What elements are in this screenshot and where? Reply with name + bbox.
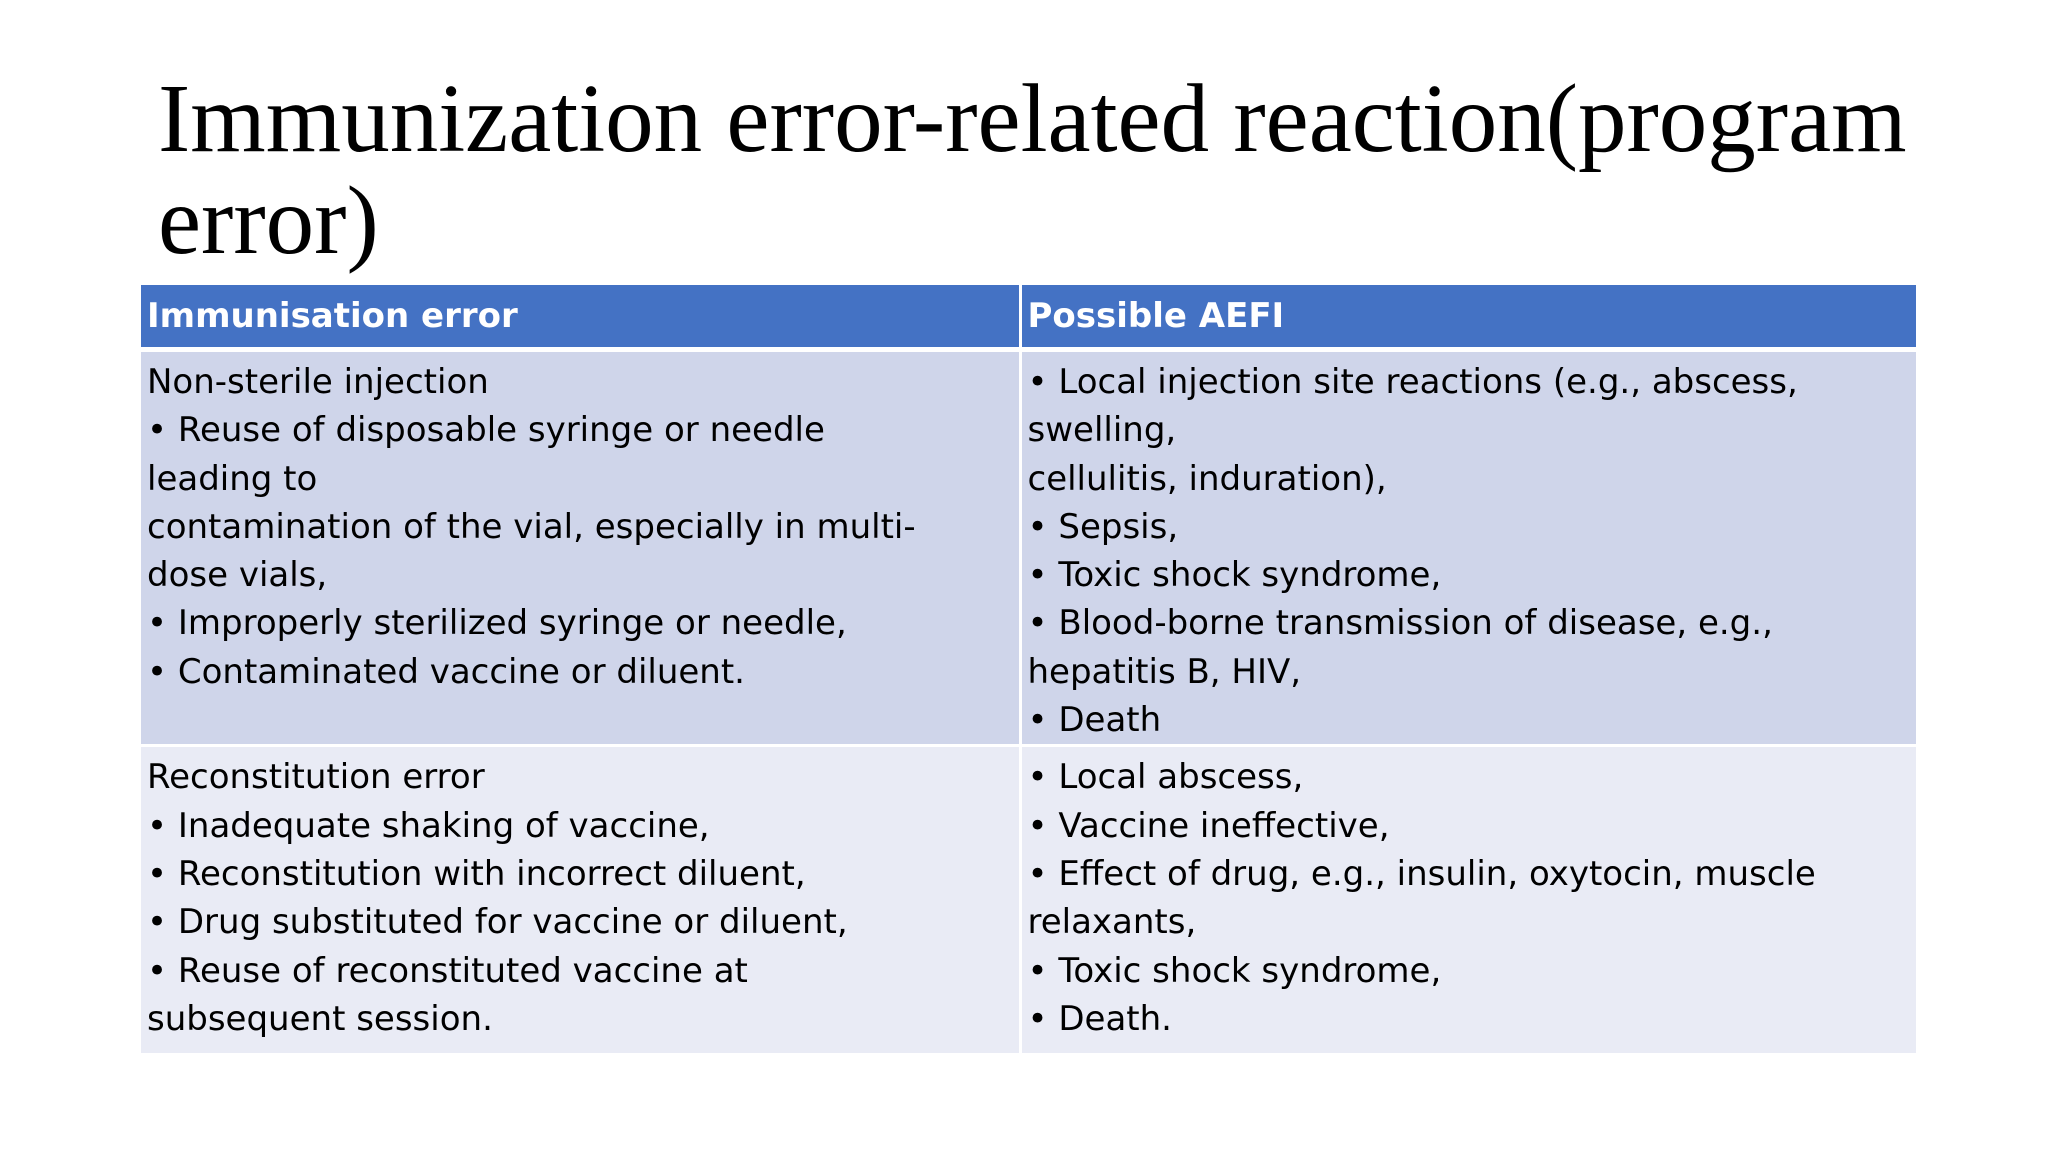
cell-line: • Reuse of disposable syringe or needle (147, 410, 825, 451)
slide-title-line-2: error) (158, 167, 379, 274)
cell-line: dose vials, (147, 555, 328, 596)
cell-line: Non-sterile injection (147, 362, 489, 402)
table-row (141, 350, 1916, 746)
cell-non-sterile-injection (141, 350, 1020, 746)
cell-line: contamination of the vial, especially in multi- (147, 506, 916, 547)
cell-line: cellulitis, induration), (1027, 458, 1387, 499)
slide-title (158, 65, 1958, 274)
cell-line: • Improperly sterilized syringe or needle, (147, 603, 847, 644)
cell-line: hepatitis B, HIV, (1027, 651, 1302, 692)
cell-line: • Blood-borne transmission of disease, e.g., (1027, 603, 1773, 644)
cell-line: • Death. (1027, 998, 1172, 1039)
cell-line: swelling, (1027, 410, 1177, 451)
cell-line: • Drug substituted for vaccine or diluent, (147, 902, 848, 943)
cell-reconstitution-error (141, 746, 1020, 1055)
table-row (141, 746, 1916, 1055)
cell-line: • Toxic shock syndrome, (1027, 950, 1442, 991)
slide-title-line-1: Immunization error-related reaction(program (158, 65, 1907, 172)
cell-line: • Effect of drug, e.g., insulin, oxytocin, muscle (1027, 853, 1816, 894)
cell-line: leading to (147, 458, 318, 499)
cell-line: subsequent session. (147, 998, 493, 1039)
cell-line: • Sepsis, (1027, 506, 1179, 547)
cell-line: relaxants, (1027, 902, 1197, 943)
cell-line: • Contaminated vaccine or diluent. (147, 651, 745, 692)
cell-line: • Vaccine ineffective, (1027, 805, 1390, 846)
cell-line: • Reuse of reconstituted vaccine at (147, 950, 748, 991)
cell-line: • Inadequate shaking of vaccine, (147, 805, 710, 846)
table-header-row (141, 285, 1916, 350)
header-possible-aefi: Possible AEFI (1020, 285, 1916, 350)
aefi-table (141, 285, 1916, 1056)
cell-reconstitution-aefi (1020, 746, 1916, 1055)
cell-line: • Local abscess, (1027, 757, 1304, 798)
cell-line: Reconstitution error (147, 757, 485, 798)
cell-line: • Toxic shock syndrome, (1027, 555, 1442, 596)
cell-line: • Death (1027, 700, 1162, 741)
header-immunisation-error: Immunisation error (141, 285, 1020, 350)
cell-non-sterile-aefi (1020, 350, 1916, 746)
cell-line: • Local injection site reactions (e.g., abscess, (1027, 362, 1798, 402)
cell-line: • Reconstitution with incorrect diluent, (147, 853, 806, 894)
